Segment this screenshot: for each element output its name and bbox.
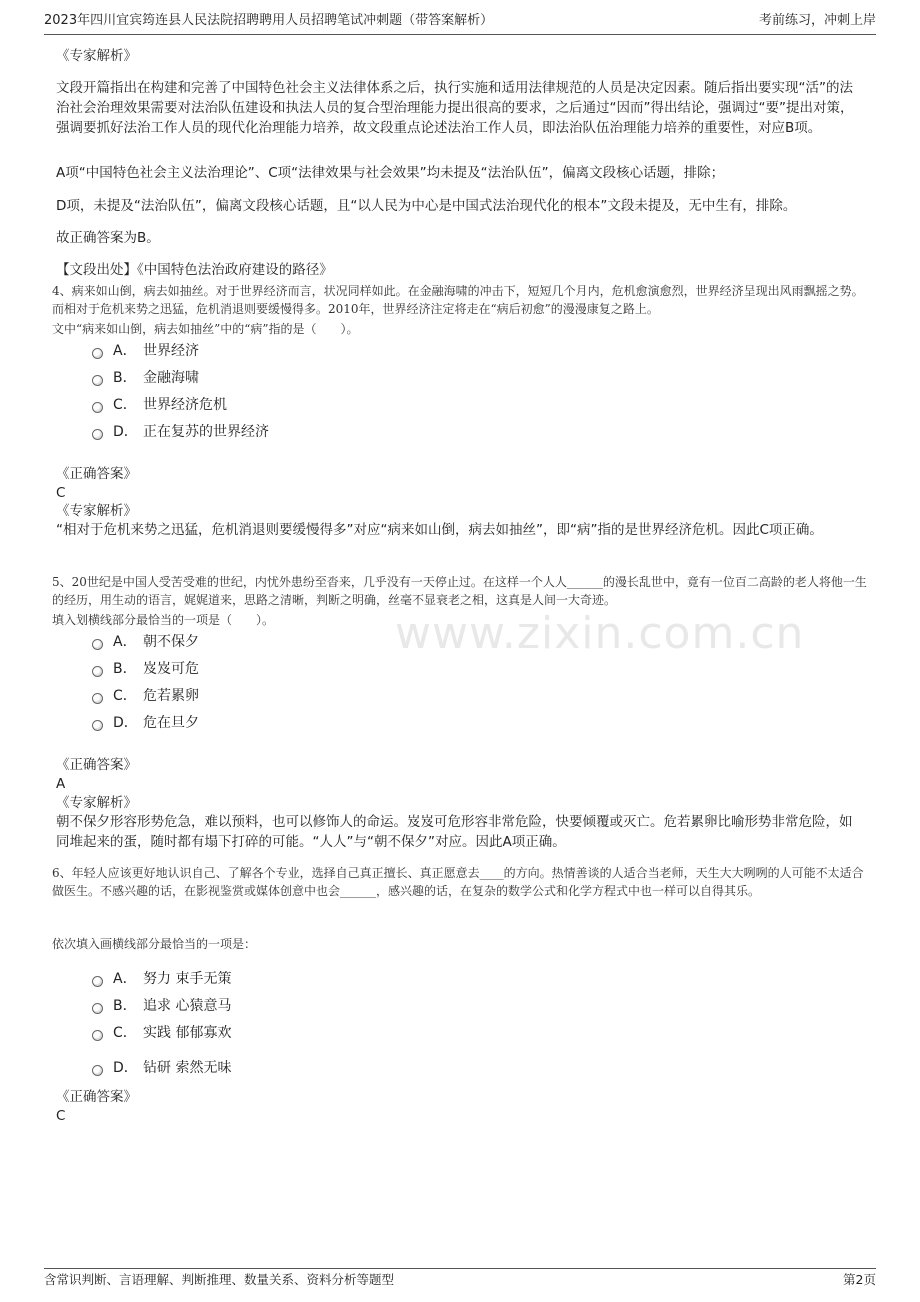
- question-stem: 5、20世纪是中国人受苦受难的世纪，内忧外患纷至沓来，几乎没有一天停止过。在这样一个人人______的漫长乱世中，竟有一位百二高龄的老人将他一生的经历，用生动的语言，娓娓道来，思路之清晰，判断之明确，丝毫不显衰老之相，这真是人间一大奇迹。: [52, 575, 867, 607]
- radio-icon[interactable]: [92, 429, 103, 440]
- analysis-paragraph: A项“中国特色社会主义法治理论”、C项“法律效果与社会效果”均未提及“法治队伍”，偏离文段核心话题，排除；: [56, 165, 725, 181]
- analysis-paragraph: D项，未提及“法治队伍”，偏离文段核心话题，且“以人民为中心是中国式法治现代化的根本”文段未提及，无中生有，排除。: [56, 198, 797, 214]
- option-b[interactable]: [92, 996, 231, 1016]
- question-stem: 4、病来如山倒，病去如抽丝。对于世界经济而言，状况同样如此。在金融海啸的冲击下，短短几个月内，危机愈演愈烈，世界经济呈现出风雨飘摇之势。而相对于危机来势之迅猛，危机消退则要缓慢得多。2010年，世界经济注定将走在“病后初愈”的漫漫康复之路上。: [52, 284, 864, 316]
- expert-analysis-label: 《专家解析》: [56, 795, 137, 811]
- question-stem: 6、年轻人应该更好地认识自己、了解各个专业，选择自己真正擅长、真正愿意去____的方向。热情善谈的人适合当老师，天生大大咧咧的人可能不太适合做医生。不感兴趣的话，在影视鉴赏或媒体创意中也会______，感兴趣的话，在复杂的数学公式和化学方程式中也一样可以自得其乐。: [52, 866, 864, 898]
- option-key: A．: [113, 634, 137, 650]
- option-text: 世界经济: [143, 343, 199, 359]
- option-text: 岌岌可危: [143, 661, 199, 677]
- radio-icon[interactable]: [92, 976, 103, 987]
- radio-icon[interactable]: [92, 1003, 103, 1014]
- option-text: 努力 束手无策: [143, 971, 232, 987]
- option-key: D．: [113, 1060, 138, 1076]
- option-c[interactable]: [92, 686, 199, 706]
- document-title: 2023年四川宜宾筠连县人民法院招聘聘用人员招聘笔试冲刺题（带答案解析）: [44, 13, 494, 28]
- option-text: 金融海啸: [143, 370, 199, 386]
- footer-categories: 含常识判断、言语理解、判断推理、数量关系、资料分析等题型: [44, 1272, 395, 1287]
- option-c[interactable]: [92, 1023, 231, 1043]
- option-key: D．: [113, 715, 138, 731]
- option-a[interactable]: [92, 969, 231, 989]
- option-text: 朝不保夕: [143, 634, 199, 650]
- option-b[interactable]: [92, 659, 199, 679]
- option-text: 追求 心猿意马: [143, 998, 232, 1014]
- option-key: B．: [113, 370, 137, 386]
- option-d[interactable]: [92, 713, 199, 733]
- option-key: C．: [113, 397, 137, 413]
- radio-icon[interactable]: [92, 402, 103, 413]
- option-text: 钻研 索然无味: [143, 1060, 232, 1076]
- option-a[interactable]: [92, 632, 199, 652]
- option-text: 危若累卵: [143, 688, 199, 704]
- radio-icon[interactable]: [92, 720, 103, 731]
- question-prompt: 文中“病来如山倒，病去如抽丝”中的“病”指的是（ ）。: [52, 322, 359, 336]
- radio-icon[interactable]: [92, 639, 103, 650]
- correct-answer-label: 《正确答案》: [56, 757, 137, 773]
- option-a[interactable]: [92, 341, 199, 361]
- analysis-paragraph: 朝不保夕形容形势危急，难以预料，也可以修饰人的命运。岌岌可危形容非常危险，快要倾覆或灭亡。危若累卵比喻形势非常危险，如同堆起来的蛋，随时都有塌下打碎的可能。“人人”与“朝不保夕”对应。因此A项正确。: [56, 814, 853, 850]
- radio-icon[interactable]: [92, 375, 103, 386]
- radio-icon[interactable]: [92, 1065, 103, 1076]
- correct-answer: C: [56, 1108, 66, 1124]
- option-text: 世界经济危机: [143, 397, 227, 413]
- analysis-paragraph: 文段开篇指出在构建和完善了中国特色社会主义法律体系之后，执行实施和适用法律规范的人员是决定因素。随后指出要实现“活”的法治社会治理效果需要对法治队伍建设和执法人员的复合型治理能力提出很高的要求，之后通过“因而”得出结论，强调过“要”提出对策，强调要抓好法治工作人员的现代化治理能力培养，故文段重点论述法治工作人员，即法治队伍治理能力培养的重要性，对应B项。: [56, 80, 854, 136]
- header-slogan: 考前练习，冲刺上岸: [758, 13, 876, 28]
- option-key: C．: [113, 688, 137, 704]
- radio-icon[interactable]: [92, 1030, 103, 1041]
- option-key: B．: [113, 661, 137, 677]
- analysis-conclusion: 故正确答案为B。: [56, 230, 160, 246]
- option-b[interactable]: [92, 368, 199, 388]
- option-key: D．: [113, 424, 138, 440]
- correct-answer-label: 《正确答案》: [56, 1089, 137, 1105]
- question-prompt: 填入划横线部分最恰当的一项是（ ）。: [52, 613, 275, 627]
- option-key: C．: [113, 1025, 137, 1041]
- expert-analysis-label: 《专家解析》: [56, 503, 137, 519]
- option-key: A．: [113, 343, 137, 359]
- page-footer: [44, 1268, 876, 1291]
- page-number: 第2页: [843, 1272, 876, 1287]
- passage-source: 【文段出处】《中国特色法治政府建设的路径》: [56, 262, 333, 278]
- option-key: A．: [113, 971, 137, 987]
- option-text: 正在复苏的世界经济: [143, 424, 269, 440]
- option-d[interactable]: [92, 422, 269, 442]
- option-text: 危在旦夕: [143, 715, 199, 731]
- expert-analysis-label: 《专家解析》: [56, 48, 137, 64]
- correct-answer: C: [56, 485, 66, 501]
- option-text: 实践 郁郁寡欢: [143, 1025, 232, 1041]
- option-c[interactable]: [92, 395, 227, 415]
- radio-icon[interactable]: [92, 693, 103, 704]
- question-prompt: 依次填入画横线部分最恰当的一项是：: [52, 937, 257, 951]
- analysis-paragraph: “相对于危机来势之迅猛，危机消退则要缓慢得多”对应“病来如山倒，病去如抽丝”，即“病”指的是世界经济危机。因此C项正确。: [56, 522, 823, 538]
- radio-icon[interactable]: [92, 348, 103, 359]
- correct-answer-label: 《正确答案》: [56, 466, 137, 482]
- option-key: B．: [113, 998, 137, 1014]
- option-d[interactable]: [92, 1058, 231, 1078]
- page-header: [44, 10, 876, 35]
- correct-answer: A: [56, 776, 66, 792]
- radio-icon[interactable]: [92, 666, 103, 677]
- watermark: www.zixin.com.cn: [395, 608, 805, 659]
